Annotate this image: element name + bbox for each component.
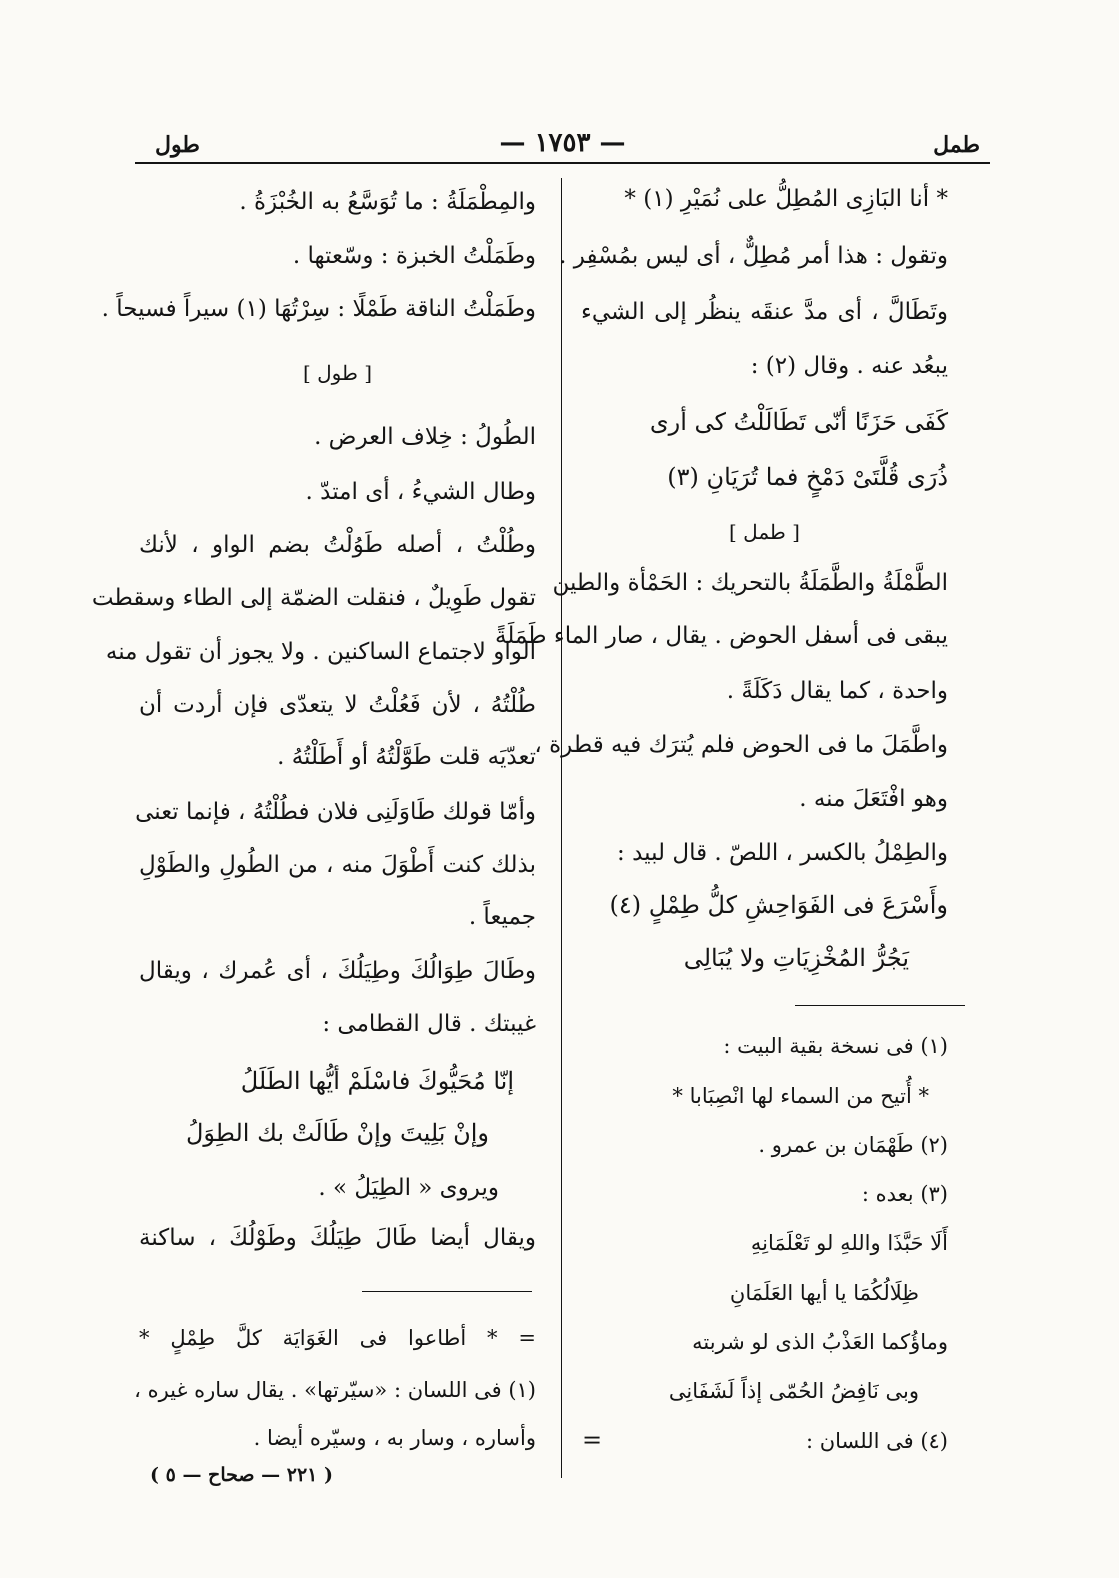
footnote-verse: أَلَا حَبَّذَا واللهِ لو تَعْلَمَانِهِ [750,1231,948,1255]
column-divider [561,178,562,1478]
text-line: وأمّا قولك طَاوَلَنِى فلان فطُلْتُهُ ، فإنما تعنى [135,799,536,825]
footnote-rule [795,1005,965,1006]
footnote-line: وأساره ، وسار به ، وسيّره أيضا . [253,1426,536,1450]
text-line: وطَالَ طِوَالُكَ وطِيَلُكَ ، أى عُمرك ، ويقال [139,958,536,984]
footnote-line: (٣) بعده : [861,1182,948,1206]
text-line: ويروى « الطِيَلُ » . [318,1175,499,1201]
text-line: طُلْتُهُ ، لأن فَعُلْتُ لا يتعدّى فإن أردت أن [139,692,536,718]
footnote-line: (٢) طَهْمَان بن عمرو . [758,1133,948,1157]
verse-line: ذُرَى قُلَّتَىْ دَمْخٍ فما تُرَيَانِ (٣) [667,463,948,491]
footnote-verse: وماؤُكما العَذْبُ الذى لو شربته [692,1330,948,1354]
text-line: الواو لاجتماع الساكنين . ولا يجوز أن تقول منه [105,639,536,665]
text-line: الطُولُ : خِلاف العرض . [314,424,536,450]
text-line: والطِمْلُ بالكسر ، اللصّ . قال لبيد : [617,840,948,866]
header-rule [135,162,990,164]
footnote-line: (١) فى اللسان : «سيّرتها» . يقال ساره غيره ، [134,1378,536,1402]
text-line: وطَمَلْتُ الخبزة : وسّعتها . [292,243,536,269]
text-line: ويقال أيضا طَالَ طِيَلُكَ وطَوْلُكَ ، ساكنة [139,1225,536,1251]
text-line: * أنا البَازِى المُطِلُّ على نُمَيْرِ (١) * [624,186,948,212]
header-entry-right: طمل [933,132,980,158]
text-line: وتَطَالَّ ، أى مدَّ عنقَه ينظُر إلى الشيء [581,299,948,325]
entry-heading: [ طمل ] [729,520,800,544]
footnote-rule [362,1291,532,1292]
continuation-mark: = [582,1426,603,1454]
verse-line: وأَسْرَعَ فى الفَوَاحِشِ كلُّ طِمْلٍ (٤) [609,891,948,919]
text-line: تقول طَوِيلٌ ، فنقلت الضمّة إلى الطاء وسقطت [91,585,536,611]
footnote-line: (٤) فى اللسان : [805,1429,948,1453]
text-line: جميعاً . [468,904,536,930]
footnote-line: = * أطاعوا فى الغَوَايَة كلَّ طِمْلٍ * [139,1326,536,1350]
text-line: بذلك كنت أَطْوَلَ منه ، من الطُولِ والطَوْلِ [139,852,536,878]
text-line: وهو افْتَعَلَ منه . [799,786,948,812]
text-line: واحدة ، كما يقال دَكَلَةً . [726,678,948,704]
entry-heading: [ طول ] [302,361,373,385]
text-line: واطَّمَلَ ما فى الحوض فلم يُترَك فيه قطرة ، [534,732,948,758]
verse-line: إنّا مُحَيُّوكَ فاسْلَمْ أيُّها الطَلَلُ [240,1067,514,1095]
footnote-line: (١) فى نسخة بقية البيت : [723,1034,948,1058]
text-line: وطُلْتُ ، أصله طَوُلْتُ بضم الواو ، لأنك [139,532,536,558]
text-line: والمِطْمَلَةُ : ما تُوَسَّعُ به الخُبْزَةُ . [239,189,536,215]
verse-line: يَجُرُّ المُخْزِيَاتِ ولا يُبَالِى [683,944,909,972]
text-line: وتقول : هذا أمر مُطِلٌّ ، أى ليس بمُسْفِر . [559,243,948,269]
header-entry-left: طول [155,132,200,158]
text-line: الطَّمْلَةُ والطَّمَلَةُ بالتحريك : الحَمْأة والطين [552,570,948,596]
verse-line: كَفَى حَزَنًا أنّى تَطَالَلْتُ كى أرى [649,408,948,436]
text-line: وطال الشيءُ ، أى امتدّ . [305,479,536,505]
verse-line: وإنْ بَلِيتَ وإنْ طَالَتْ بك الطِوَلُ [185,1119,489,1147]
text-line: غيبتك . قال القطامى : [322,1011,536,1037]
footnote-verse: وبى نَافِضُ الحُمّى إذاً لَشَفَانِى [668,1379,919,1403]
footnote-verse: ظِلَالُكُمَا يا أيها العَلَمَانِ [729,1281,919,1305]
text-line: وطَمَلْتُ الناقة طَمْلًا : سِرْتُهَا (١) سيراً فسيحاً . [101,296,536,322]
text-line: تعدّيَه قلت طَوَّلْتُهُ أو أَطَلْتُهُ . [277,744,536,770]
footnote-line: * أُتيح من السماء لها انْصِبَابا * [672,1084,929,1108]
page-number: — ١٧٥٣ — [499,128,626,158]
signature-mark: ( ٢٢١ — صحاح — ٥ ) [150,1464,333,1486]
text-line: يبعُد عنه . وقال (٢) : [750,353,948,379]
text-line: يبقى فى أسفل الحوض . يقال ، صار الماء طَمَلَةً [495,623,948,649]
